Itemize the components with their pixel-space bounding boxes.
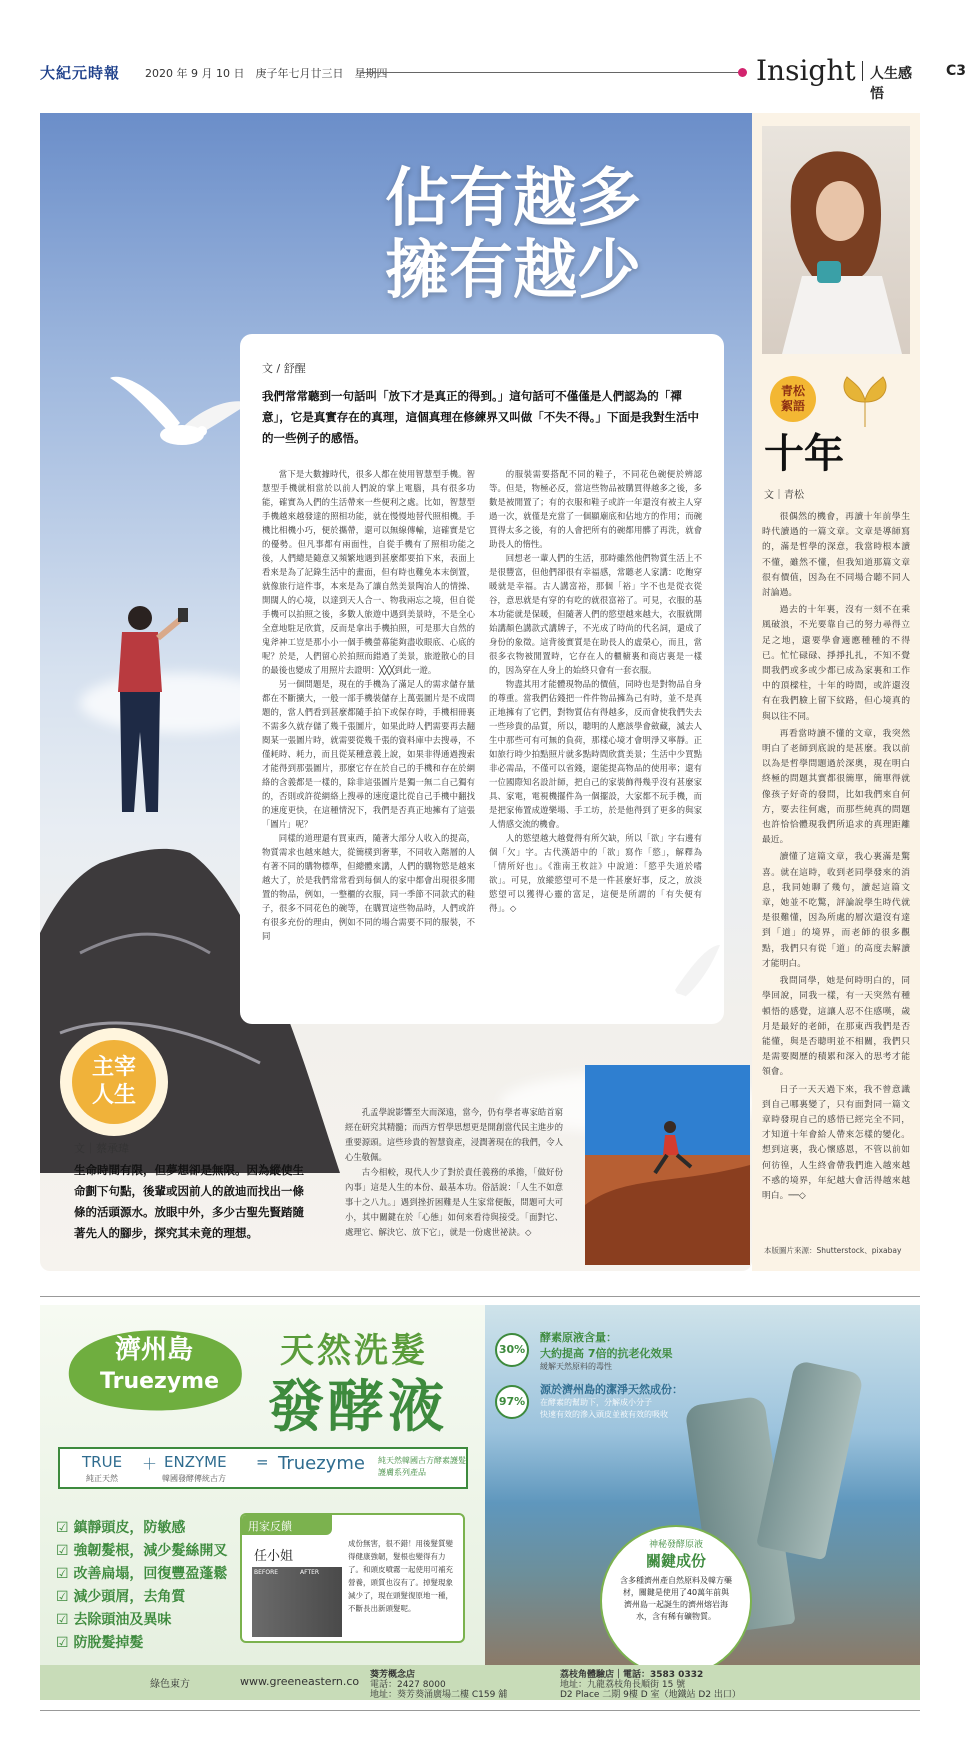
woman-photographer-figure (80, 598, 200, 838)
dove-icon (615, 930, 725, 1040)
paragraph: 另一個問題是，現在的手機為了滿足人的需求儲存量都在不斷擴大，一般一部手機裝儲存上萬張圖片是不成問題的，當人們看到甚麼都隨手拍下或保存時，手機相冊裏不需多久就存儲了幾千張圖片，如果此時人們需要再去翻閱某一張圖片時，就需要從幾千張的資料庫中去搜尋，不僅耗時、耗力，而且從某種意義上說，如果非得通過搜索才能得到那張圖片，那麼它存在於自己的手機和存在於網絡的含義都是一樣的，除非這張圖片是獨一無二自己獨有的，否則或許從網絡上搜尋的速度還比從自己手機中翻找的速度更快，在這種情況下，我們是否真正地擁有了這張「圖片」呢？ (262, 679, 475, 829)
paper-logo: 大紀元時報 (40, 64, 121, 82)
brand-title: Insight (756, 54, 856, 87)
column-tag: 青松 絮語 (770, 376, 816, 422)
photo-credit: 本版圖片來源：Shutterstock、pixabay (764, 1246, 902, 1255)
brand-equation (58, 1447, 468, 1489)
header-rule (360, 72, 740, 73)
store2-addr2: D2 Place 二期 9樓 D 室（地鐵站 D2 出口） (560, 1690, 741, 1700)
key-ingredient-circle (600, 1525, 752, 1677)
paragraph: 孔孟學說影響至大而深遠，當今，仍有學者專家皓首窮經在研究其精髓；而西方哲學思想更是開創當代民主進步的重要源頭。這些珍貴的智慧資產，浸潤著現在的我們，令人心生敬佩。 (345, 1107, 563, 1162)
eq-result: Truezyme (278, 1453, 365, 1474)
benefit-item: ☑ 去除頭油及異味 (56, 1612, 172, 1628)
store2-name: 荔枝角體驗店｜電話：3583 0332 (560, 1670, 704, 1680)
badge-label: 主宰 人生 (72, 1040, 156, 1124)
paragraph: 當下是大數據時代，很多人都在使用智慧型手機。智慧型手機就相當於以前人們說的掌上電腦，具有很多功能，確實為人們的生活帶來一些便利之處。比如，智慧型手機越來越發達的照相功能，就在慢慢地替代照相機。手機比相機小巧，便於攜帶，還可以無線傳輸，這確實是它的優勢。但凡事都有兩面性，自從手機有了照相功能之後，人們總是隨意又頻繁地遇到甚麼都要拍下來，表面上看來是為了記錄生活中的畫面，但有時也難免本末倒置，就像旅行這件事，本來是為了讓自然美景陶冶人的情操、開闊人的心境，以達到天人合一、物我兩忘之境，但自從手機可以拍照之後，多數人旅遊中遇到美景時，不是全心全意地駐足欣賞，反而是拿出手機拍照，可是那大自然的鬼斧神工豈是那小小一個手機螢幕能夠盡收眼底、心底的呢？於是，人們留心於拍照而錯過了美景，旅遊散心的目的最後也變成了用照片去證明：╳╳╳到此一遊。 (262, 469, 475, 675)
pct-badge: 30% (495, 1333, 529, 1367)
secret-head: 關鍵成份 (645, 1552, 706, 1570)
shop-name[interactable]: 綠色東方 (150, 1679, 190, 1690)
article-column-2 (489, 467, 702, 943)
story-body (345, 1105, 563, 1240)
paragraph: 回想老一輩人們的生活，那時雖然他們物質生活上不是很豐富，但他們卻很有幸福感，常聽老人家講：吃飽穿暖就是幸福。古人講富裕，那個「裕」字不也是從衣從谷，意思就是有穿的有吃的就很富裕了。可見，衣服的基本功能就是保暖，但隨著人們的慾望越來越大，衣服就開始講顏色講款式講牌子，不光成了時尚的代名詞，還成了身份的象徵。這背後實質是在助長人的虛榮心，而且，當很多衣物被閒置時，它存在人的櫃櫥裏和商店裏是一樣的，因為穿在人身上的始終只會有一套衣服。 (489, 553, 702, 675)
eq-true-sub: 純正天然 (86, 1474, 118, 1483)
benefit-item: ☑ 改善扁塌，回復豐盈蓬鬆 (56, 1566, 228, 1582)
pct1-line2: 緩解天然原料的毒性 (540, 1362, 612, 1371)
paragraph: 古今相較，現代人少了對於責任義務的承擔，「做好份內事」這是人生的本份、最基本功。俗話說：「人生不如意事十之八九。」遇到挫折困難是人生家常便飯，問題可大可小，其中關鍵在於「心態」如何來看待與接受。「面對它、處理它、解決它、放下它」，就是一份處世祕訣。◇ (345, 1167, 563, 1237)
article-headline: 佔有越多 擁有越少 (385, 161, 641, 308)
sidebar-title: 十年 (764, 430, 844, 477)
paragraph: 人的慾望越大越覺得有所欠缺，所以「欲」字右邊有個「欠」字。古代漢語中的「欲」寫作「慾」，解釋為「情所好也」。《淮南王枚註》中說道：「慾乎失道於嗜欲」。可見，放縱慾望可不是一件甚麼好事，反之，放淡慾望可以獲得心靈的富足，這便是所謂的「有失便有得」。◇ (489, 833, 702, 913)
sidebar-body (762, 510, 910, 1206)
article-byline: 文 / 舒醒 (262, 362, 306, 375)
benefit-item: ☑ 強韌髮根，減少髮絲開叉 (56, 1543, 228, 1559)
store1-addr: 地址：葵芳葵涌廣場二樓 C159 舖 (370, 1690, 508, 1700)
page-number: C3 (946, 63, 966, 79)
eq-enzyme-sub: 韓國發酵傳統古方 (162, 1474, 226, 1483)
pct1-title: 酵素原液含量： (540, 1331, 617, 1344)
customer-review (240, 1513, 465, 1643)
paragraph: 讀懂了這篇文章，我心裏滿是驚喜。就在這時，收到老同學發來的消息，我同她聊了幾句，讀起這篇文章，她並不吃驚，評論說學生時代就是很難懂，因為所處的層次還沒有達到「道」的境界，而老師的很多觀點，我們只有從「道」的高度去解讀才能明白。 (762, 852, 910, 969)
store2-addr: 地址：九龍荔枝角長順街 15 號 (560, 1680, 686, 1690)
eq-equals: = (256, 1453, 269, 1471)
store1-name: 葵芳概念店 (370, 1670, 416, 1680)
pct-badge: 97% (495, 1385, 529, 1419)
benefit-item: ☑ 鎮靜頭皮，防敏感 (56, 1520, 186, 1536)
before-label: BEFORE (254, 1569, 279, 1576)
header-divider (862, 61, 863, 81)
article-box (240, 334, 724, 1024)
story-byline: 文｜蔡承瑋 (74, 1142, 129, 1155)
section-name: 人生感悟 (870, 66, 912, 102)
brand-name: Truezyme (100, 1369, 220, 1394)
ad-title-2: 發酵液 (268, 1374, 448, 1440)
article-intro: 我們常常聽到一句話叫「放下才是真正的得到。」這句話可不僅僅是人們認為的「禪意」，它是真實存在的真理，這個真理在修練界又叫做「不失不得。」下面是我對生活中的一些例子的感悟。 (262, 389, 699, 445)
paragraph: 日子一天天過下來，我不曾意識到自己哪裏變了，只有面對同一篇文章時發現自己的感悟已經完全不同，才知道十年會給人帶來怎樣的變化。想到這裏，我心懷感恩，不管以前如何彷徨，人生終會帶我們進入越來越不惑的境界，年紀越大會活得越來越明白。──◇ (762, 1084, 910, 1201)
paragraph: 再看當時讀不懂的文章，我突然明白了老師到底說的是甚麼。我以前以為是哲學問題過於深奧，現在明白終極的問題其實都很簡單，簡單得就像孩子好奇的發問，比如我們來自何方，要去往何處，而那些純真的問題也許恰恰體現我們所追求的真理距離最近。 (762, 728, 910, 846)
before-after-photo (252, 1567, 342, 1637)
eq-note: 純天然韓國古方酵素護髮護膚系列產品 (378, 1456, 466, 1477)
paragraph: 同樣的道理還有買東西，隨著大部分人收入的提高，物質需求也越來越大，從簡樸到奢華，不同收入階層的人有著不同的購物標準，但總體來講，人們的購物慾是越來越大了，於是我們常常看到每個人的家中都會出現很多閒置的物品，例如，一整櫃的衣服，同一季節不同款式的鞋子，很多不同花色的碗等，在購買這些物品時，人們或許有很多充份的理由，例如不同的場合需要不同的服裝，不同 (262, 833, 475, 941)
review-text: 成份無害，很不錯！用後髮質變得健康強韌，髮根也變得有力了。和頭皮噴霧一起使用可補充營養，頭質也沒有了。掉髮現象減少了，現在頭髮復原地一種，不斷長出新頭髮呢。 (348, 1539, 453, 1613)
advertisement (40, 1305, 920, 1700)
issue-date: 2020 年 9 月 10 日 庚子年七月廿三日 星期四 (145, 67, 388, 80)
header-dot (738, 68, 747, 77)
paragraph: 很偶然的機會，再讀十年前學生時代讀過的一篇文章。文章是導師寫的，滿是哲學的深意，我當時根本讀不懂，雖然不懂，但我知道那篇文章很有價值，因為在不同場合聽不同人討論過。 (762, 512, 910, 599)
paragraph: 物盡其用才能體現物品的價值，同時也是對物品自身的尊重。當我們佔錢把一件件物品擁為己有時，並不是真正地擁有了它們，對物質佔有得越多，反而會使我們失去一些珍貴的品質，所以，聰明的人應該學會斂藏，減去人生中那些可有可無的負荷，那樣心境才會明淨又寧靜。正如旅行時少拍點照片就多點時間欣賞美景；生活中少買點非必需品，不僅可以省錢，還能提高物品的使用率；還有一位國際知名設計師，把自己的家裝飾得幾乎沒有甚麼家具、家電，電視機擺件為一個擺設，大家都不玩手機，而是把家佈置成遊樂場、手工坊，於是他得到了更多的與家人情感交流的機會。 (489, 679, 702, 829)
eq-plus: ＋ (142, 1455, 158, 1473)
pct2-line2: 快速有效的滲入頭皮並被有效的吸收 (540, 1410, 668, 1419)
shop-website[interactable]: www.greeneastern.co (240, 1675, 360, 1688)
eq-enzyme: ENZYME (164, 1453, 227, 1471)
woman-with-cup-photo (762, 126, 910, 354)
story-badge (60, 1028, 168, 1136)
story-intro: 生命時間有限，但夢想卻是無限。因為縱使生命劃下句點，後輩或因前人的啟迪而找出一條條的活頭源水。放眼中外，多少古聖先賢踏隨著先人的腳步，探究其未竟的理想。 (74, 1163, 304, 1240)
reviewer-name: 任小姐 (254, 1549, 294, 1564)
divider (40, 1710, 920, 1711)
after-label: AFTER (300, 1569, 320, 1576)
review-header: 用家反饋 (242, 1515, 332, 1535)
secret-text: 含多種濟州產自然原料及韓方藥材，關鍵是使用了40萬年前與濟州島一起誕生的濟州熔岩海水，含有稀有礦物質。 (620, 1576, 732, 1621)
benefit-list (56, 1517, 227, 1655)
ad-footer (40, 1665, 920, 1700)
woman-image (762, 126, 910, 354)
pct2-title: 源於濟州島的潔淨天然成份： (540, 1383, 683, 1396)
benefit-item: ☑ 防脫髮掉髮 (56, 1635, 144, 1651)
store1-tel: 電話：2427 8000 (370, 1680, 446, 1690)
secret-title: 神秘發酵原液 (648, 1540, 703, 1550)
dove-icon (110, 363, 250, 463)
runner-photo (585, 1065, 750, 1265)
paragraph: 我問同學，她是何時明白的，同學回說，同我一樣，有一天突然有種頓悟的感覺，這讓人忍不住感嘆，歲月是最好的老師，在那東西我們是否能懂，與是否聰明並不相關，我們只是需要閱歷的積累和深入的思考才能領會。 (762, 976, 910, 1078)
ad-title-1: 天然洗髮 (280, 1331, 428, 1371)
article-column-1 (262, 467, 475, 943)
benefit-item: ☑ 減少頭屑，去角質 (56, 1589, 186, 1605)
pct2-line1: 在酵素的幫助下，分解成小分子 (540, 1398, 652, 1407)
pct1-line1: 大約提高 7倍的抗老化效果 (540, 1347, 673, 1360)
article-columns (262, 467, 702, 943)
island-name: 濟州島 (115, 1335, 194, 1365)
ad-left-panel (40, 1305, 485, 1665)
paragraph: 的服裝需要搭配不同的鞋子，不同花色碗便於辨認等。但是，物極必反，當這些物品被購買得越多之後，多數是被閒置了；有的衣服和鞋子或許一年還沒有被主人穿過一次，就僅是充當了一個顯廟底和佔地方的作用；而碗買得太多之後，有的人會把所有的碗都用髒了再洗，就會助長人的惰性。 (489, 469, 702, 549)
paragraph: 過去的十年裏，沒有一刻不在乘風破浪，不光要靠自己的努力尋得立足之地，還要學會適應種種的不得已。忙忙碌碌、掙掙扎扎，不知不覺間我們或多或少都已成為家裏和工作中的頂樑柱，十年的時間，或許還沒有在我們臉上留下紋路，但心境真的與以往不同。 (762, 605, 910, 722)
divider (40, 1296, 920, 1297)
eq-true: TRUE (82, 1453, 123, 1471)
runner-image (585, 1065, 750, 1265)
ginkgo-leaf-icon (835, 372, 895, 432)
page-header (40, 54, 966, 102)
sidebar-byline: 文｜青松 (764, 490, 804, 501)
